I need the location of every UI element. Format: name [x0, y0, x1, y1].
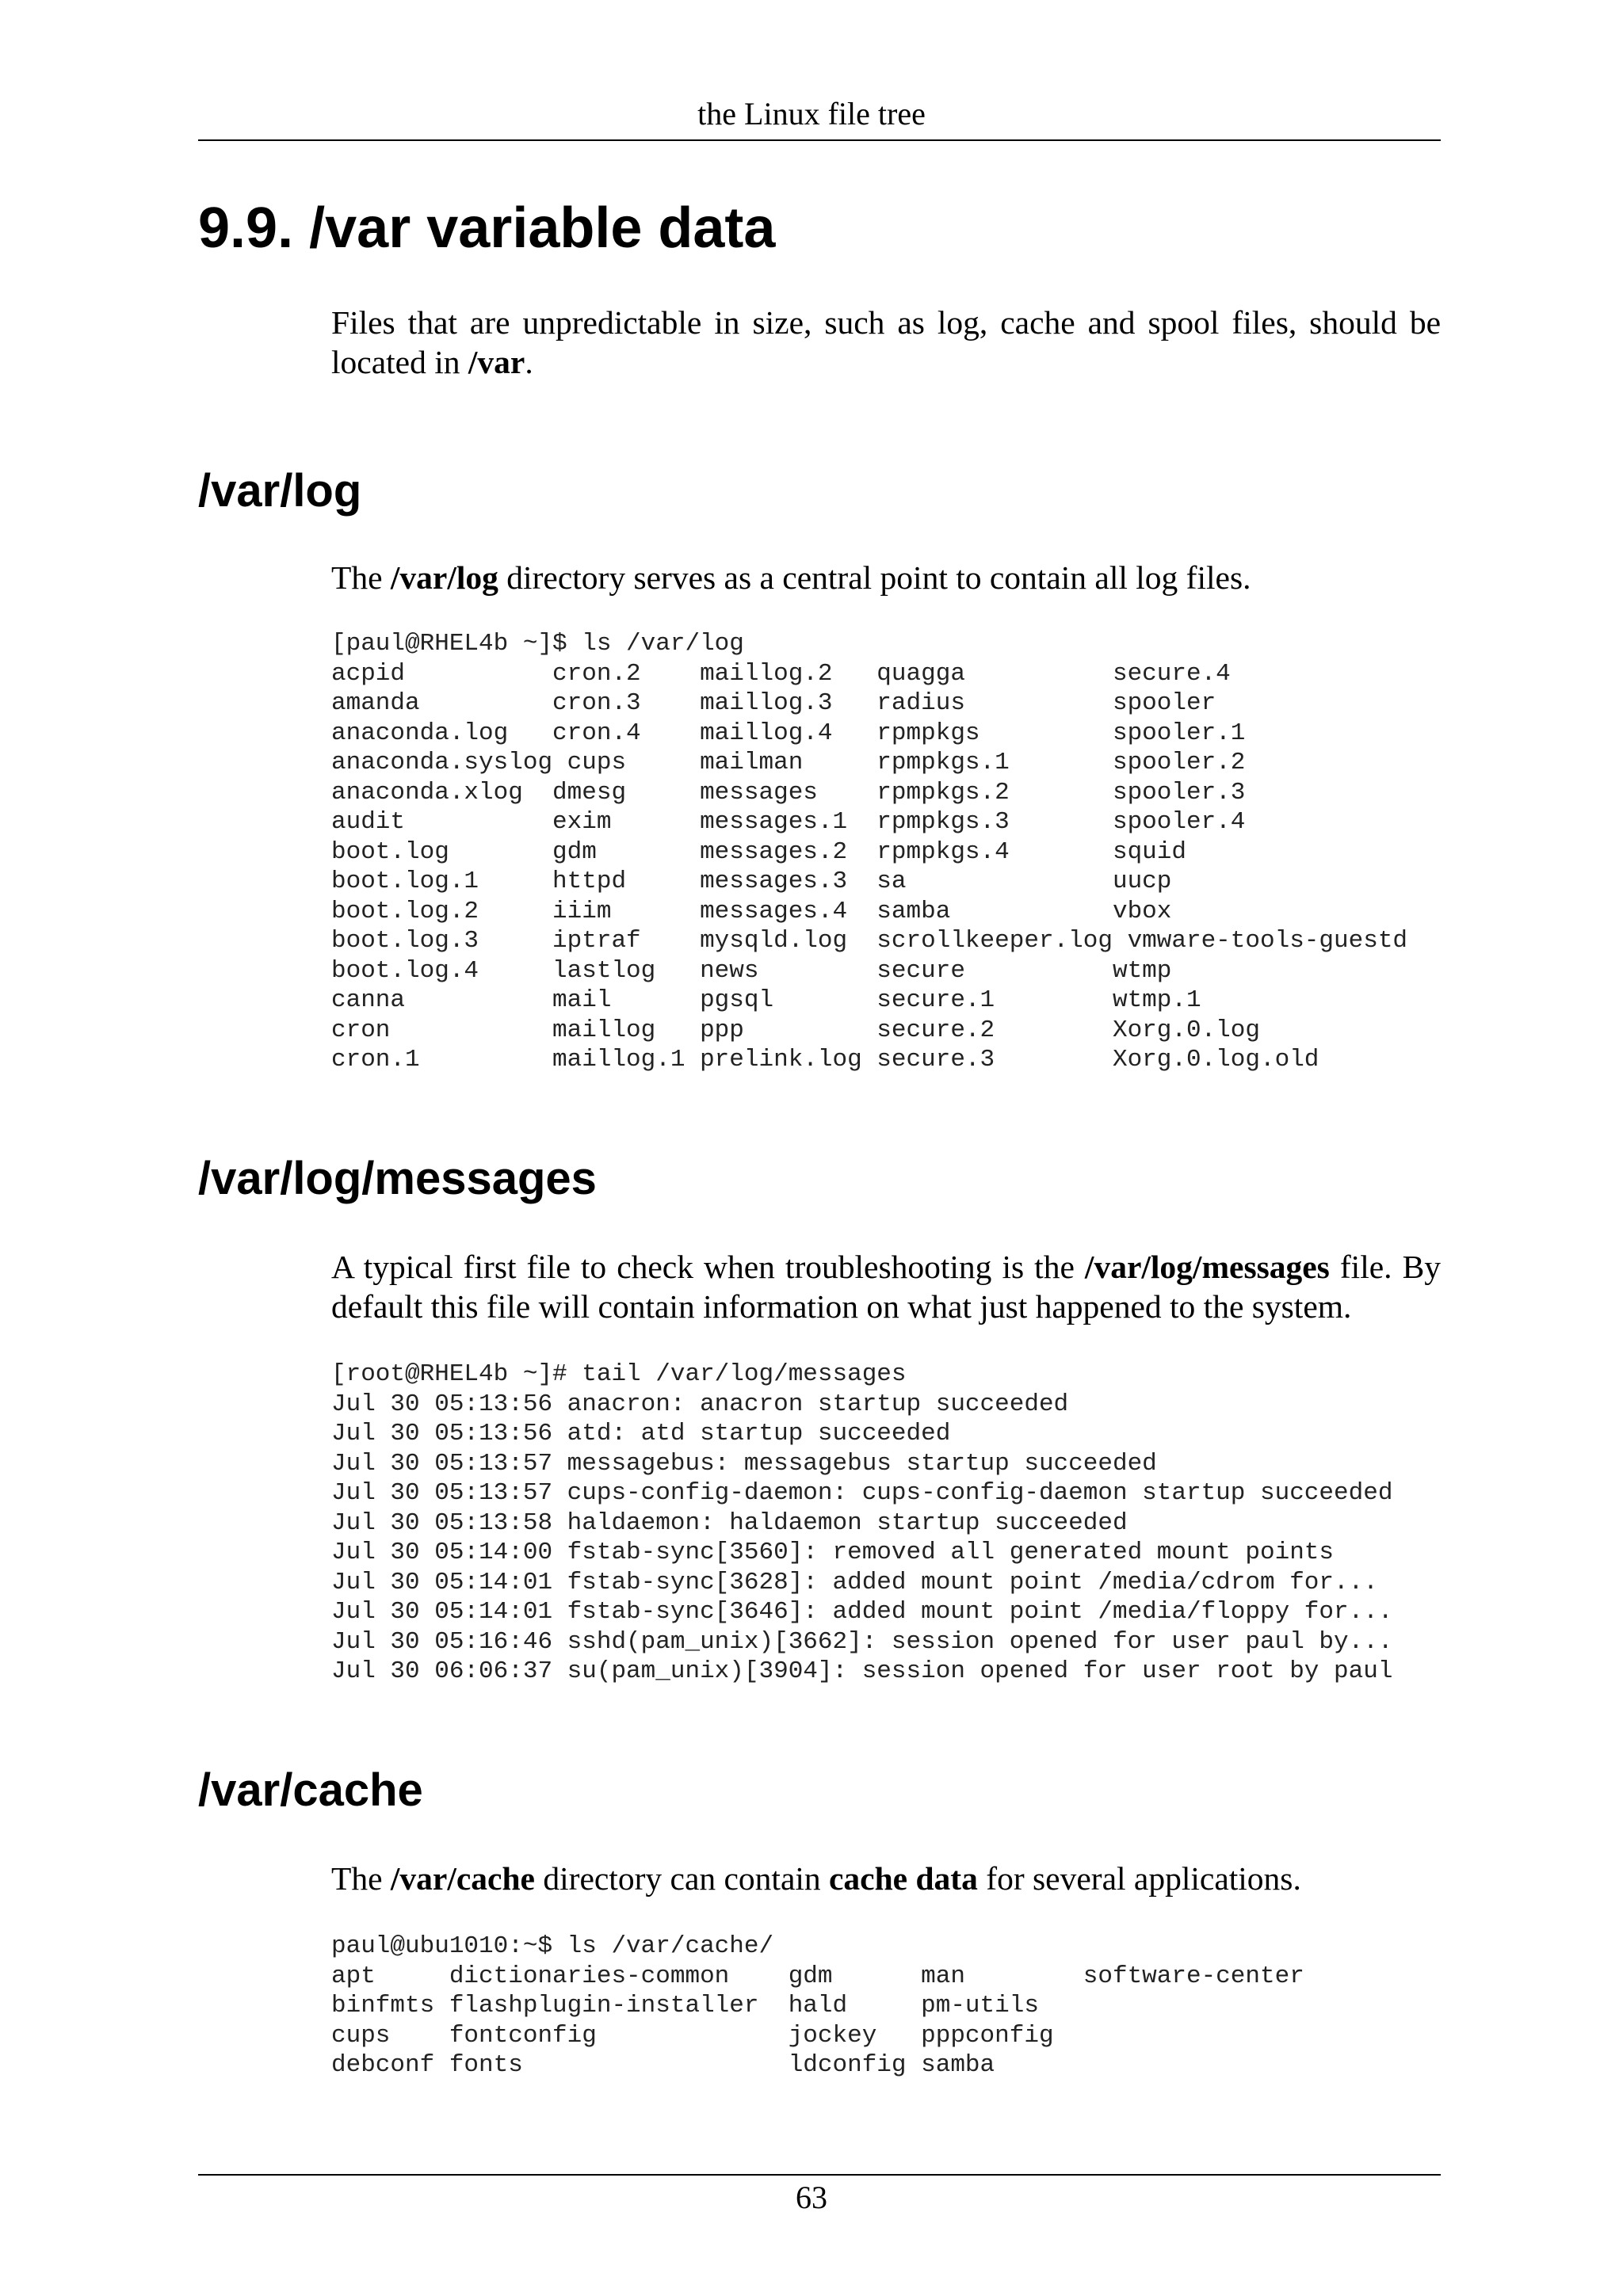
section-intro: Files that are unpredictable in size, such as log, cache and spool files, should be located in /var. [331, 304, 1441, 380]
var-cache-paragraph: The /var/cache directory can contain cache data for several applications. [331, 1860, 1301, 1897]
var-log-messages-listing: [root@RHEL4b ~]# tail /var/log/messages Jul 30 05:13:56 anacron: anacron startup succeeded Jul 30 05:13:56 atd: atd startup succeeded Jul 30 05:13:57 messagebus: messagebus startup succeeded Jul 30 05:13:57 cups-config-daemon: cups-config-daemon startup succeeded Jul 30 05:13:58 haldaemon: haldaemon startup succeeded Jul 30 05:14:00 fstab-sync[3560]: removed all generated mount points Jul 30 05:14:01 fstab-sync[3628]: added mount point /media/cdrom for... Jul 30 05:14:01 fstab-sync[3646]: added mount point /media/floppy for... Jul 30 05:16:46 sshd(pam_unix)[3662]: session opened for user paul by... Jul 30 06:06:37 su(pam_unix)[3904]: session opened for user root by paul [331, 1360, 1393, 1685]
running-header: the Linux file tree [697, 96, 926, 132]
section-title: 9.9. /var variable data [198, 196, 776, 260]
path-var-log: /var/log [390, 559, 498, 596]
header-rule [198, 139, 1441, 141]
var-cache-listing: paul@ubu1010:~$ ls /var/cache/ apt dictionaries-common gdm man software-center binfmts flashplugin-installer hald pm-utils cups fontconfig jockey pppconfig debconf fonts ldconfig samba [331, 1932, 1304, 2079]
cache-data-term: cache data [829, 1860, 978, 1897]
path-var: /var [468, 344, 525, 380]
path-var-cache: /var/cache [390, 1860, 535, 1897]
var-log-messages-paragraph: A typical first file to check when troubleshooting is the /var/log/messages file. By default this file will contain information on what just happened to the system. [331, 1249, 1442, 1325]
path-var-log-messages: /var/log/messages [1084, 1249, 1330, 1285]
var-log-listing: [paul@RHEL4b ~]$ ls /var/log acpid cron.2 maillog.2 quagga secure.4 amanda cron.3 maillog.3 radius spooler anaconda.log cron.4 maillog.4 rpmpkgs spooler.1 anaconda.syslog cups mailman rpmpkgs.1 spooler.2 anaconda.xlog dmesg messages rpmpkgs.2 spooler.3 audit exim messages.1 rpmpkgs.3 spooler.4 boot.log gdm messages.2 rpmpkgs.4 squid boot.log.1 httpd messages.3 sa uucp boot.log.2 iiim messages.4 samba vbox boot.log.3 iptraf mysqld.log scrollkeeper.log vmware-tools-guestd boot.log.4 lastlog news secure wtmp canna mail pgsql secure.1 wtmp.1 cron maillog ppp secure.2 Xorg.0.log cron.1 maillog.1 prelink.log secure.3 Xorg.0.log.old [331, 630, 1408, 1074]
subsection-title-var-log-messages: /var/log/messages [198, 1153, 597, 1204]
subsection-title-var-cache: /var/cache [198, 1764, 423, 1816]
var-log-paragraph: The /var/log directory serves as a central point to contain all log files. [331, 559, 1251, 596]
subsection-title-var-log: /var/log [198, 465, 362, 517]
page-number: 63 [796, 2180, 827, 2215]
